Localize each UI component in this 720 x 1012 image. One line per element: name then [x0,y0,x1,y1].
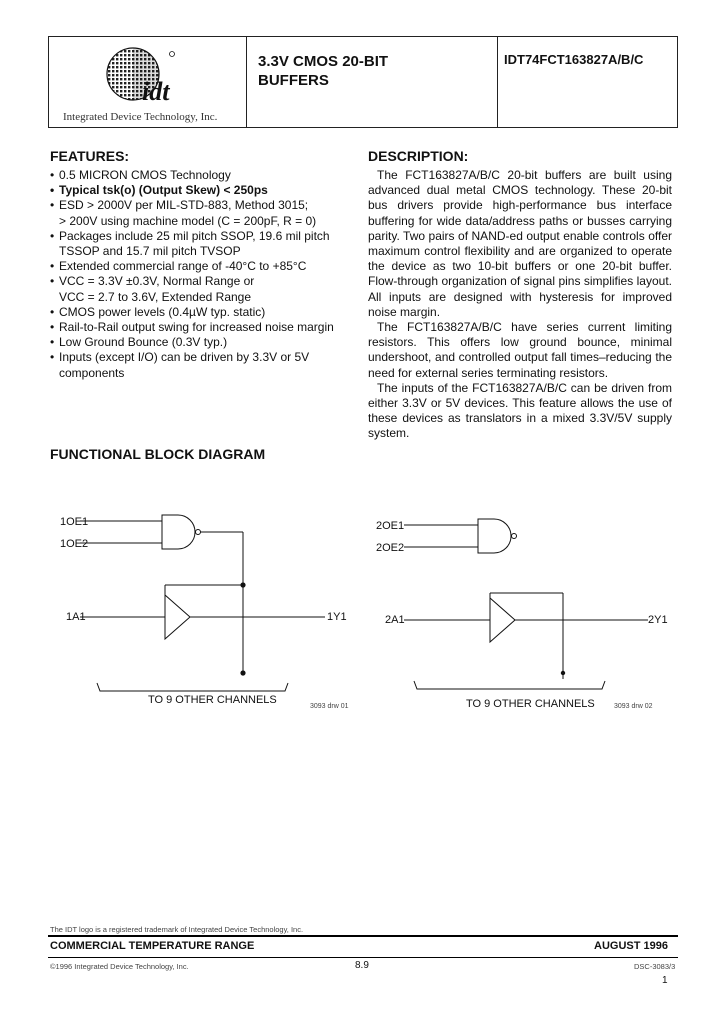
list-item: • CMOS power levels (0.4µW typ. static) [50,305,350,320]
company-name: Integrated Device Technology, Inc. [63,111,218,123]
block-diagram-left [40,505,360,715]
publication-date: AUGUST 1996 [594,940,668,952]
list-item: TSSOP and 15.7 mil pitch TVSOP [59,244,241,259]
part-number: IDT74FCT163827A/B/C [504,52,644,67]
description-heading: DESCRIPTION: [368,148,469,164]
block-diagram-right [370,505,690,715]
list-item: • 0.5 MICRON CMOS Technology [50,168,350,183]
oe2-label: 1OE2 [60,538,89,550]
copyright: ©1996 Integrated Device Technology, Inc. [50,962,189,971]
section-number: 8.9 [355,960,369,971]
oe2-label: 2OE2 [376,542,405,554]
header-divider [246,37,247,127]
list-item: • ESD > 2000V per MIL-STD-883, Method 3015; [50,198,350,213]
trademark-note: The IDT logo is a registered trademark of Integrated Device Technology, Inc. [50,925,304,934]
junction-dot [240,582,245,587]
description-paragraph: The inputs of the FCT163827A/B/C can be driven from either 3.3V or 5V devices. This feature allows the use of these devices as translators in a mixed 3.3V/5V supply system. [368,380,672,441]
list-item: • Low Ground Bounce (0.3V typ.) [50,335,350,350]
drawing-ref: 3093 drw 02 [614,703,653,710]
input-label: 2A1 [385,614,405,626]
title-line: 3.3V CMOS 20-BIT [258,53,389,70]
description-body [368,168,672,442]
page-title [258,52,438,90]
header-divider [497,37,498,127]
doc-code: DSC-3083/3 [634,962,676,971]
features-list [50,168,350,381]
oe1-label: 1OE1 [60,516,89,528]
oe1-label: 2OE1 [376,520,405,532]
list-item: • VCC = 3.3V ±0.3V, Normal Range or [50,274,350,289]
channels-label: TO 9 OTHER CHANNELS [466,698,595,710]
description-paragraph: The FCT163827A/B/C 20-bit buffers are built using advanced dual metal CMOS technology. These 20-bit bus drivers provide high-performance bus interface buffering for wide data/address paths or busses carrying parity. Two pairs of NAND-ed output enable controls offer maximum control flexibility and are organized to operate the device as two 10-bit buffers or one 20-bit buffer. Flow-through organization of signal pins simplifies layout. All inputs are designed with hysteresis for improved noise margin. [368,168,672,319]
list-item: • Inputs (except I/O) can be driven by 3.3V or 5V [50,350,350,365]
idt-logo [100,42,190,110]
junction-dot [561,671,565,675]
list-item: • Extended commercial range of -40°C to +85°C [50,259,350,274]
list-item: components [59,365,125,380]
channels-label: TO 9 OTHER CHANNELS [148,694,277,706]
temperature-range: COMMERCIAL TEMPERATURE RANGE [50,940,255,952]
list-item: > 200V using machine model (C = 200pF, R = 0) [59,213,317,228]
diagram-heading: FUNCTIONAL BLOCK DIAGRAM [50,446,266,462]
description-paragraph: The FCT163827A/B/C have series current limiting resistors. This offers low ground bounce, minimal undershoot, and controlled output fall times–reducing the need for external series terminating resistors. [368,320,672,380]
features-heading: FEATURES: [50,148,130,164]
drawing-ref: 3093 drw 01 [310,703,349,710]
junction-dot [240,670,245,675]
input-label: 1A1 [66,611,86,623]
footer-rule [48,935,678,937]
page-number: 1 [662,975,668,986]
logo-text: idt [142,77,170,106]
output-label: 1Y1 [327,611,347,623]
output-label: 2Y1 [648,614,668,626]
list-item: • Typical tsk(o) (Output Skew) < 250ps [50,183,350,198]
list-item: VCC = 2.7 to 3.6V, Extended Range [59,289,252,304]
list-item: • Rail-to-Rail output swing for increased noise margin [50,320,350,335]
title-line: BUFFERS [258,72,329,89]
list-item: • Packages include 25 mil pitch SSOP, 19.6 mil pitch [50,229,350,244]
footer-rule [48,957,678,958]
